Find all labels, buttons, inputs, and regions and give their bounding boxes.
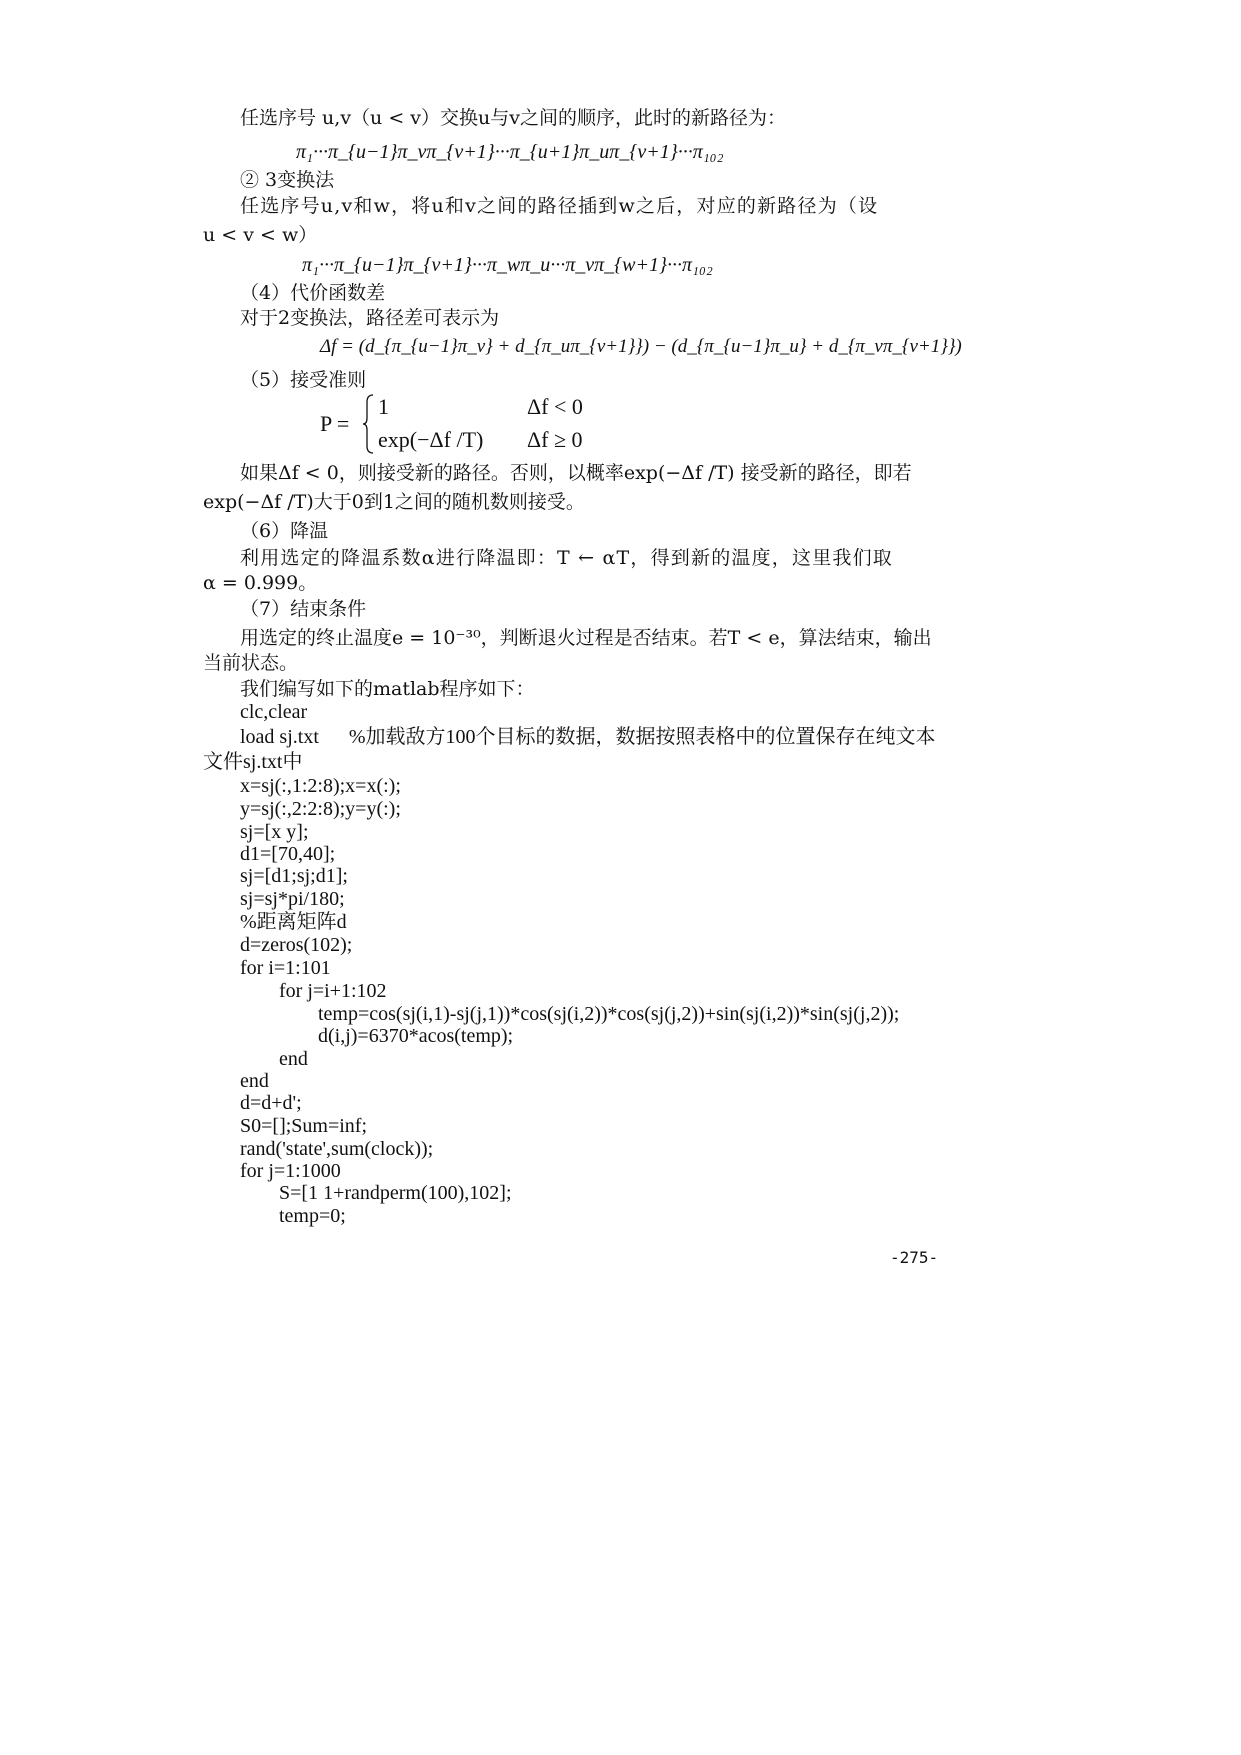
code-line: d(i,j)=6370*acos(temp); (318, 1025, 514, 1047)
text-line: 任选序号u,v和w，将u和v之间的路径插到w之后，对应的新路径为（设 (240, 195, 879, 217)
code-line: sj=sj*pi/180; (240, 888, 345, 910)
page-number: -275- (890, 1248, 939, 1267)
code-line: end (240, 1070, 269, 1092)
brace-symbol (362, 394, 374, 454)
code-line: y=sj(:,2:2:8);y=y(:); (240, 798, 401, 820)
code-line: for j=i+1:102 (279, 980, 387, 1002)
code-line: for j=1:1000 (240, 1160, 341, 1182)
code-comment: %距离矩阵d (240, 911, 347, 933)
formula-case-condition: Δf < 0 (527, 394, 583, 419)
text-line: u < v < w） (203, 224, 318, 246)
formula-3opt-path: π₁···π_{u−1}π_{v+1}···π_wπ_u···π_vπ_{w+1}···π₁₀₂ (302, 254, 713, 276)
code-line: end (279, 1048, 308, 1070)
code-line: for i=1:101 (240, 957, 331, 979)
text-line: 利用选定的降温系数α进行降温即：T ← αT，得到新的温度，这里我们取 (240, 547, 894, 569)
code-line: x=sj(:,1:2:8);x=x(:); (240, 775, 401, 797)
code-line: temp=cos(sj(i,1)-sj(j,1))*cos(sj(i,2))*cos(sj(j,2))+sin(sj(i,2))*sin(sj(j,2)); (318, 1003, 900, 1025)
code-line: clc,clear (240, 701, 308, 723)
text-line: 对于2变换法，路径差可表示为 (240, 307, 500, 329)
text-line: 我们编写如下的matlab程序如下： (240, 678, 535, 700)
code-line: d1=[70,40]; (240, 843, 336, 865)
section-heading: （5）接受准则 (240, 369, 367, 391)
code-line: sj=[x y]; (240, 821, 309, 843)
text-line: exp(−Δf /T)大于0到1之间的随机数则接受。 (203, 491, 585, 513)
text-line: α = 0.999。 (203, 572, 318, 594)
text-line: 如果Δf < 0，则接受新的路径。否则，以概率exp(−Δf /T) 接受新的路径，即若 (240, 462, 912, 484)
formula-case-value: exp(−Δf /T) (378, 427, 484, 452)
code-line: load sj.txt %加载敌方100个目标的数据，数据按照表格中的位置保存在纯文本 (240, 726, 936, 748)
formula-2opt-path: π₁···π_{u−1}π_vπ_{v+1}···π_{u+1}π_uπ_{v+1}···π₁₀₂ (296, 141, 724, 163)
code-line: sj=[d1;sj;d1]; (240, 865, 348, 887)
section-heading: （4）代价函数差 (240, 282, 386, 304)
text-line: 任选序号 u,v（u < v）交换u与v之间的顺序，此时的新路径为： (240, 107, 786, 129)
code-line: S0=[];Sum=inf; (240, 1115, 368, 1137)
formula-case-condition: Δf ≥ 0 (527, 427, 583, 452)
code-line: d=d+d'; (240, 1092, 302, 1114)
formula-case-value: 1 (378, 394, 389, 419)
formula-p-lhs: P = (320, 411, 350, 436)
section-heading: （6）降温 (240, 520, 329, 542)
text-line: 用选定的终止温度e = 10⁻³⁰，判断退火过程是否结束。若T < e，算法结束，输出 (240, 627, 932, 649)
section-heading: ② 3变换法 (240, 169, 335, 191)
code-line: 文件sj.txt中 (203, 751, 303, 773)
text-line: 当前状态。 (203, 652, 299, 674)
code-line: S=[1 1+randperm(100),102]; (279, 1182, 512, 1204)
code-line: temp=0; (279, 1205, 346, 1227)
section-heading: （7）结束条件 (240, 598, 367, 620)
formula-cost-difference: Δf = (d_{π_{u−1}π_v} + d_{π_uπ_{v+1}}) − (d_{π_{u−1}π_u} + d_{π_vπ_{v+1}}) (320, 336, 962, 357)
code-line: d=zeros(102); (240, 934, 353, 956)
code-line: rand('state',sum(clock)); (240, 1138, 434, 1160)
